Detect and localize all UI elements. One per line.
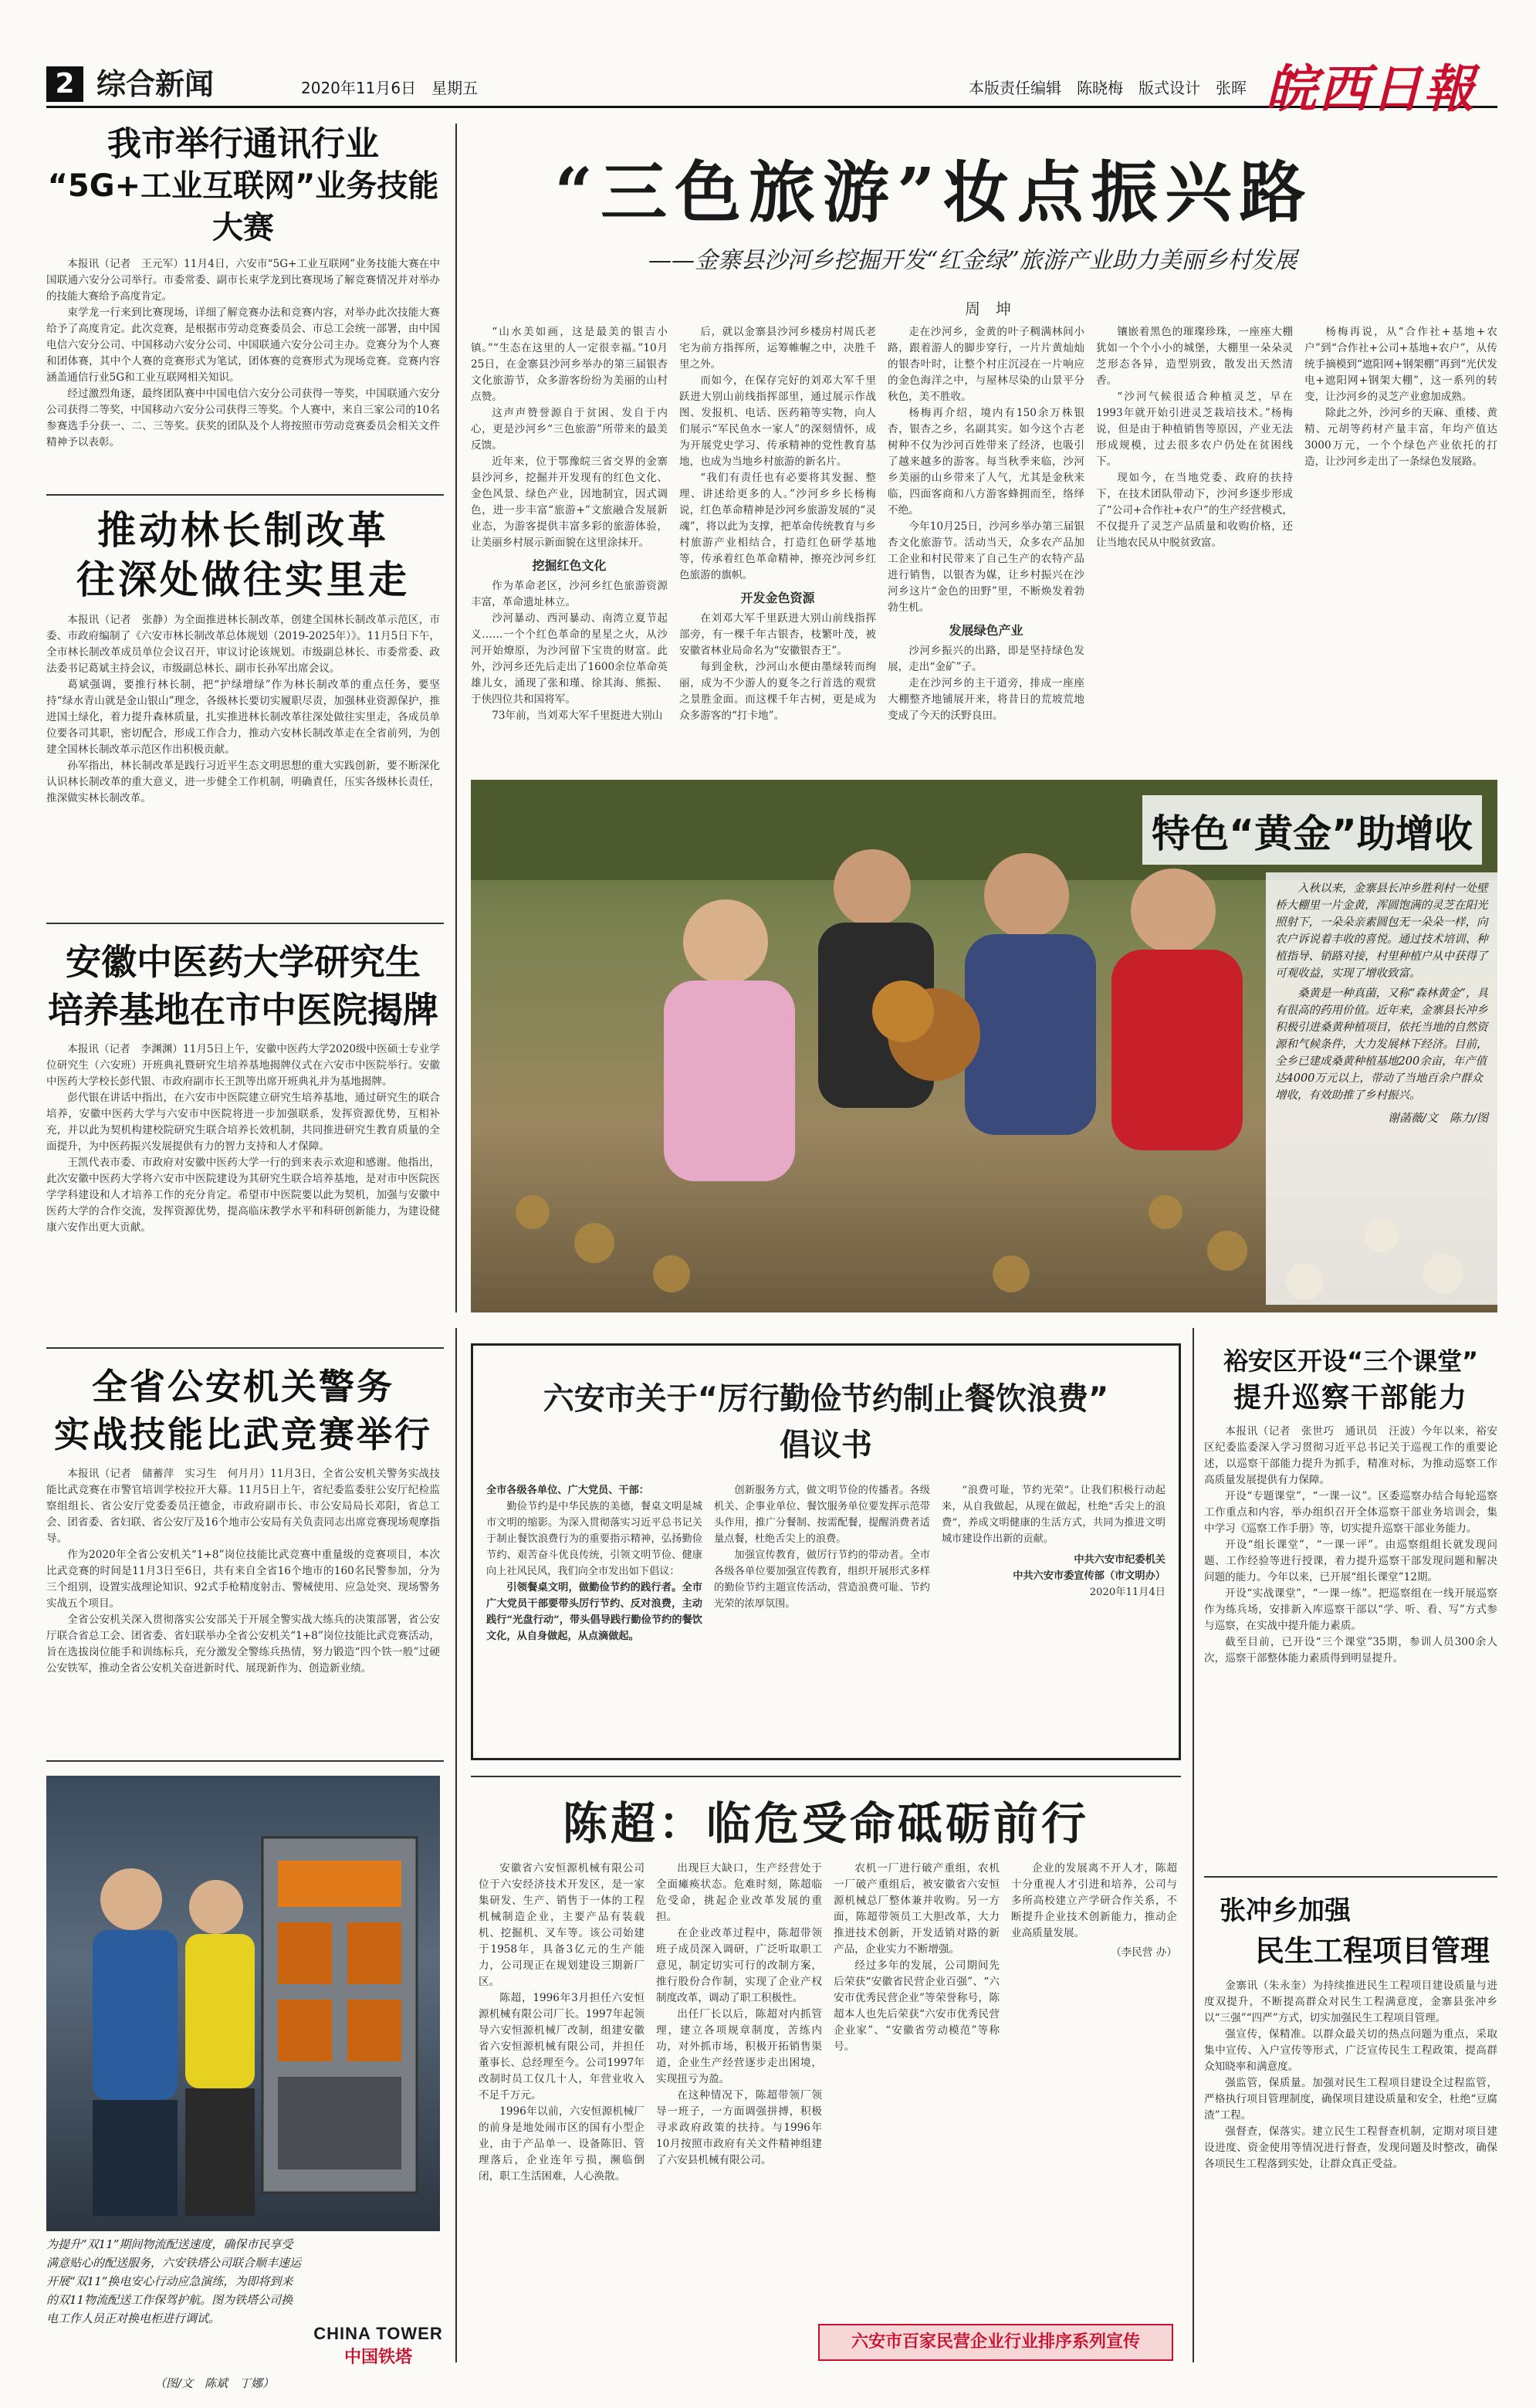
feature-col-3 — [888, 324, 1084, 724]
proposal-date: 2020年11月4日 — [1089, 1587, 1166, 1598]
article-tcm-university — [46, 938, 440, 1236]
paragraph: 本报讯（记者 张静）为全面推进林长制改革，创建全国林长制改革示范区，市委、市政府编制了《六安市林长制改革总体规划（2019-2025年）》。11月5日下午，全市林长制改革成员单位会议召开，审议讨论该规划。市级副总林长、市委常委、政法委书记葛斌主持会议，市级副总林长、副市长孙军出席会议。 — [46, 614, 440, 675]
paragraph: 现如今，在当地党委、政府的扶持下，在技术团队带动下，沙河乡逐步形成了“公司+合作社+农户”的生产经营模式，不仅提升了灵芝产品质量和收购价格，还让当地农民从中脱贫致富。 — [1096, 472, 1293, 549]
paragraph: 这声声赞誉源自于贫困、发自于内心，更是沙河乡“三色旅游”所带来的最美反馈。 — [471, 407, 668, 452]
paragraph: 走在沙河乡，金黄的叶子稠满林间小路，跟着游人的脚步穿行，一片片黄灿灿的银杏叶时，让整个村庄沉浸在一片响应的金色海洋之中，与屋林尽染的山景平分秋色，美不胜收。 — [888, 326, 1084, 403]
article-body — [1204, 1424, 1497, 1667]
logo-cn: 中国铁塔 — [343, 2348, 412, 2367]
article-title: 裕安区开设“三个课堂” — [1223, 1346, 1479, 1376]
section-subhead: 挖掘红色文化 — [532, 558, 607, 573]
article-title: 我市举行通讯行业 — [107, 124, 379, 164]
section-title: 综合新闻 — [96, 67, 215, 101]
paragraph: 出任厂长以后，陈超对内抓管理，建立各项规章制度，苦练内功，对外抓市场，积极开拓销售渠道，企业生产经营逐步走出困境，实现扭亏为盈。 — [656, 2008, 822, 2085]
article-forest-chief — [46, 506, 440, 807]
paragraph: 在这种情况下，陈超带领厂领导一班子，一方面调强拼搏，积极寻求政府政策的扶持。与1996年10月按照市政府有关文件精神组建了六安县机械有限公司。 — [656, 2089, 822, 2166]
proposal-title: 六安市关于“厉行勤俭节约制止餐饮浪费” — [543, 1381, 1109, 1417]
paragraph: “我们有责任也有必要将其发掘、整理、讲述给更多的人。”沙河乡乡长杨梅说，红色革命精神是沙河乡旅游发展的“灵魂”，将以此为支撑，把革命传统教育与乡村旅游产业相结合，打造红色研学基地等，传承着红色革命精神，擦亮沙河乡红色旅游的旗帜。 — [679, 472, 876, 581]
paragraph: 杨梅再说，从“合作社+基地+农户”到“合作社+公司+基地+农户”，从传统手摘模到“遮阳网+钢架棚”再到“光伏发电+遮阳网+钢架大棚”，这一系列的转变，让沙河乡的灵芝产业愈加成熟。 — [1304, 326, 1497, 403]
paragraph: 今年10月25日，沙河乡举办第三届银杏文化旅游节。活动当天，众多农产品加工企业和村民带来了自己生产的农特产品进行销售，以银杏为媒，让乡村振兴在沙河乡这片“金色的田野”里，不断焕发着勃勃生机。 — [888, 520, 1084, 614]
proposal-signer: 中共六安市委宣传部（市文明办） — [1013, 1570, 1166, 1582]
paragraph: 本报讯（记者 储蓄萍 实习生 何月月）11月3日，全省公安机关警务实战技能比武竞赛在市警官培训学校拉开大幕。11月5日上午，省纪委监委驻公安厅纪检监察组组长、省公安厅党委委员汪德金，市政府副市长、市公安局局长邓阳，省总工会、团省委、省妇联、省公安厅及16个地市公安局有关负责同志出席竞赛现场观摩指导。 — [46, 1468, 440, 1545]
photo-illustration — [46, 1776, 440, 2231]
paragraph: 走在沙河乡的主干道旁，排成一座座大棚整齐地铺展开来，将昔日的荒坡荒地变成了今天的沃野良田。 — [888, 677, 1084, 722]
paragraph: 强监管，保质量。加强对民生工程项目建设全过程监管，严格执行项目管理制度，确保项目建设质量和安全，杜绝“豆腐渣”工程。 — [1204, 2077, 1497, 2122]
paragraph: “沙河气候很适合种植灵芝，早在1993年就开始引进灵芝栽培技术。”杨梅说，但是由于种植销售等原因，产业无法形成规模，过去很多农户仍处在贫困线下。 — [1096, 391, 1293, 468]
paragraph: 开设“组长课堂”，“一课一评”。由巡察组组长就发现问题、工作经验等进行授课，着力提升巡察干部发现问题和解决问题的能力。今年以来，已开展“组长课堂”12期。 — [1204, 1539, 1497, 1583]
article-title: 安徽中医药大学研究生 — [66, 941, 421, 983]
article-telecom — [46, 124, 440, 451]
photo-text: 入秋以来，金寨县长冲乡胜利村一处壁桥大棚里一片金黄，浑圆饱满的灵芝在阳光照射下，一朵朵亲素圆包无一朵朵一样，向农户诉说着丰收的喜悦。通过技术培训、种植指导、销路对接，村里种植户从中获得了可观收益，实现了增收致富。 — [1275, 882, 1488, 980]
column-divider — [1193, 1328, 1194, 2362]
paragraph: 企业的发展离不开人才，陈超十分重视人才引进和培养，公司与多所高校建立产学研合作关系，不断提升企业技术创新能力，推动企业高质量发展。 — [1011, 1862, 1177, 1939]
article-body — [46, 612, 440, 807]
feature-col-1 — [471, 324, 668, 724]
paragraph: 引领餐桌文明，做勤俭节约的践行者。全市广大党员干部要带头厉行节约、反对浪费，主动践行“光盘行动”，带头倡导践行勤俭节约的餐饮文化，从自身做起，从点滴做起。 — [486, 1582, 702, 1642]
paragraph: 沙河暴动、西河暴动、南湾立夏节起义……一个个红色革命的星星之火，从沙河开始燎原，为沙河留下宝贵的财富。此外，沙河乡还先后走出了1600余位革命英雄儿女，涌现了张和瑾、徐其海、熊振、于侠四位共和国将军。 — [471, 612, 668, 706]
paragraph: 强宣传，保精准。以群众最关切的热点问题为重点，采取集中宣传、入户宣传等形式，广泛宣传民生工程政策，提高群众知晓率和满意度。 — [1204, 2028, 1497, 2073]
proposal-signer: 中共六安市纪委机关 — [1074, 1554, 1166, 1566]
proposal-title: 倡议书 — [780, 1428, 872, 1463]
article-title: 提升巡察干部能力 — [1233, 1382, 1468, 1414]
article-zhangchong — [1204, 1892, 1497, 2173]
article-body — [46, 256, 440, 451]
article-title: 往深处做往实里走 — [76, 557, 410, 602]
divider — [1204, 1876, 1497, 1878]
photo-credit: 谢菡薇/文 陈力/图 — [1387, 1111, 1488, 1125]
chenchao-col-4 — [1011, 1861, 1177, 1961]
article-police — [46, 1363, 440, 1677]
paragraph: 本报讯（记者 王元军）11月4日，六安市“5G+工业互联网”业务技能大赛在中国联通六安分公司举行。市委常委、副市长束学龙到比赛现场了解竞赛情况并对举办的技能大赛给予高度肯定。 — [46, 258, 440, 303]
divider — [46, 1347, 444, 1349]
section-subhead: 发展绿色产业 — [949, 623, 1023, 638]
series-banner: 六安市百家民营企业行业排序系列宣传 — [818, 2324, 1173, 2361]
paragraph: 陈超，1996年3月担任六安恒源机械有限公司厂长。1997年起领导六安恒源机械厂改制，组建安徽省六安恒源机械有限公司，并担任董事长、总经理至今。公司1997年改制时员工仅几十人，年营业收入不足千万元。 — [479, 1992, 645, 2101]
paragraph: 全省公安机关深入贯彻落实公安部关于开展全警实战大练兵的决策部署，省公安厅联合省总工会、团省委、省妇联举办全省公安机关“1+8”岗位技能比武竞赛活动，旨在选拔岗位能手和训练标兵，充分激发全警练兵热情，努力锻造“四个铁一般”过硬公安铁军，推动全省公安机关奋进新时代、展现新作为、创造新业绩。 — [46, 1614, 440, 1675]
paragraph: 截至目前，已开设“三个课堂”35期，参训人员300余人次，巡察干部整体能力素质得到明显提升。 — [1204, 1636, 1497, 1665]
paragraph: 作为革命老区，沙河乡红色旅游资源丰富，革命遗址林立。 — [471, 580, 668, 608]
proposal-salute: 全市各级各单位、广大党员、干部： — [486, 1485, 649, 1496]
article-title: 实战技能比武竞赛举行 — [54, 1414, 432, 1455]
issue-date: 2020年11月6日 星期五 — [301, 79, 479, 97]
photo-text-panel — [1266, 872, 1497, 1305]
article-title: “5G+工业互联网”业务技能大赛 — [47, 168, 439, 246]
logo-text: CHINA TOWER — [313, 2324, 443, 2343]
article-yuanan — [1204, 1343, 1497, 1667]
divider — [46, 494, 444, 496]
photo-headline: 特色“黄金”助增收 — [1152, 811, 1473, 856]
paragraph: 王凯代表市委、市政府对安徽中医药大学一行的到来表示欢迎和感谢。他指出，此次安徽中医药大学将六安市中医院建设为其研究生联合培养基地，是对市中医院医学学科建设和人才培养工作的充分肯定。希望市中医院要以此为契机，加强与安徽中医药大学的合作交流，发挥资源优势，提高临床教学水平和科研创新能力，为建设健康六安作出更大贡献。 — [46, 1157, 440, 1234]
article-body — [46, 1041, 440, 1236]
paragraph: 而如今，在保存完好的刘邓大军千里跃进大别山前线指挥部里，通过展示作战图、发报机、电话、医药箱等实物，向人们展示“军民鱼水一家人”的深刻情怀，成为开展党史学习、传承精神的党性教育基地，也成为当地乡村旅游的新名片。 — [679, 374, 876, 468]
paragraph: 安徽省六安恒源机械有限公司位于六安经济技术开发区，是一家集研发、生产、销售于一体的工程机械制造企业，主要产品有装载机、挖掘机、叉车等。该公司始建于1958年，具备3亿元的生产能力，公司现正在规划建设三期新厂区。 — [479, 1862, 645, 1988]
masthead: 皖西日報 — [1266, 59, 1476, 119]
article-title: 民生工程项目管理 — [1254, 1934, 1490, 1968]
divider — [46, 923, 444, 924]
paragraph: 出现巨大缺口，生产经营处于全面瘫痪状态。危难时刻，陈超临危受命，挑起企业改革发展的重担。 — [656, 1862, 822, 1923]
feature-title: “三色旅游”妆点振兴路 — [554, 154, 1314, 232]
article-title: 推动林长制改革 — [97, 508, 389, 553]
paragraph: “浪费可耻，节约光荣”。让我们积极行动起来，从自我做起，从现在做起，杜绝“舌尖上的浪费”，养成文明健康的生活方式，共同为推进文明城市建设作出新的贡献。 — [942, 1485, 1166, 1545]
paragraph: 农机一厂进行破产重组，农机一厂破产重组后，被安徽省六安恒源机械总厂整体兼并收购。另一方面，陈超带领员工大胆改革，大力推进技术创新，开发适销对路的新产品，企业实力不断增强。 — [834, 1862, 1000, 1956]
paragraph: 金寨讯（朱永奎）为持续推进民生工程项目建设质量与进度双提升，不断提高群众对民生工程满意度，金寨县张冲乡以“三强”“四严”方式，切实加强民生工程项目管理。 — [1204, 1980, 1497, 2024]
paragraph: 沙河乡振兴的出路，即是坚持绿色发展，走出“金矿”子。 — [888, 645, 1084, 673]
paragraph: 作为2020年全省公安机关“1+8”岗位技能比武竞赛中重量级的竞赛项目，本次比武竞赛的时间是11月3日至6日，共有来自全省16个地市的160名民警参加，分为三个组别，设置实战理论知识、92式手枪精度射击、警械使用、应急处突、现场警务实战五个项目。 — [46, 1549, 440, 1610]
divider — [46, 1760, 444, 1762]
paragraph: 73年前，当刘邓大军千里挺进大别山 — [492, 710, 663, 722]
paragraph: 本报讯（记者 张世巧 通讯员 汪波）今年以来，裕安区纪委监委深入学习贯彻习近平总书记关于巡视工作的重要论述，以巡察干部能力提升为抓手，精准对标，为推动巡察工作高质量发展提供有力保障。 — [1204, 1425, 1497, 1486]
paragraph: 勤俭节约是中华民族的美德，餐桌文明是城市文明的缩影。为深入贯彻落实习近平总书记关于制止餐饮浪费行为的重要指示精神，弘扬勤俭节约、艰苦奋斗优良传统，引领文明节俭、健康向上社风民风，我们向全市发出如下倡议： — [486, 1501, 702, 1577]
article-title: 全省公安机关警务 — [92, 1366, 394, 1407]
proposal-col-2 — [714, 1482, 930, 1612]
paragraph: 在企业改革过程中，陈超带领班子成员深入调研，广泛听取职工意见，制定切实可行的改制方案，推行股份合作制，实现了企业产权制度改革，调动了职工积极性。 — [656, 1927, 822, 2004]
paragraph: 在刘邓大军千里跃进大别山前线指挥部旁，有一棵千年古银杏，枝繁叶茂，被安徽省林业局命名为“安徽银杏王”。 — [679, 612, 876, 657]
article-title: 张冲乡加强 — [1220, 1895, 1351, 1926]
paragraph: 葛斌强调，要推行林长制，把“护绿增绿”作为林长制改革的重点任务，要坚持“绿水青山就是金山银山”理念，各级林长要切实履职尽责，加强林业资源保护，推进国土绿化，着力提升森林质量，扎实推进林长制改革往深处做往实里走，各成员单位要各司其职，密切配合，形成工作合力，推动六安林长制改革走在全省前列，为创建全国林长制改革示范区作出积极贡献。 — [46, 679, 440, 756]
photo-credit: （图/文 陈斌 丁娜） — [154, 2376, 275, 2390]
feature-col-2 — [679, 324, 876, 724]
section-subhead: 开发金色资源 — [740, 591, 815, 605]
proposal-col-3 — [942, 1482, 1166, 1600]
photo-caption: 为提升“双11”期间物流配送速度，确保市民享受满意贴心的配送服务，六安铁塔公司联合顺丰速运开展“双11”换电安心行动应急演练，为即将到来的双11物流配送工作保驾护航。图为铁塔公司换电工作人员正对换电柜进行调试。 — [46, 2237, 302, 2325]
paragraph: 强督查，保落实。建立民生工程督查机制，定期对项目建设进度、资金使用等情况进行督查，发现问题及时整改，确保各项民生工程落到实处，让群众真正受益。 — [1204, 2125, 1497, 2170]
page-number: 2 — [46, 66, 83, 102]
feature-col-5 — [1304, 324, 1497, 470]
logistics-photo — [46, 1776, 440, 2231]
paragraph: 近年来，位于鄂豫皖三省交界的金寨县沙河乡，挖掘并开发现有的红色文化、金色风景、绿色产业，因地制宜，因式调色，进一步丰富“旅游+”文旅融合发展新业态，为游客提供丰富多彩的旅游体验，让美丽乡村展示新面貌在这里涂抹开。 — [471, 456, 668, 549]
proposal-col-1 — [486, 1482, 702, 1644]
paragraph: 本报讯（记者 李渊渊）11月5日上午，安徽中医药大学2020级中医硕士专业学位研究生（六安班）开班典礼暨研究生培养基地揭牌仪式在六安市中医院举行。安徽中医药大学校长彭代银、市政府副市长王凯等出席开班典礼并为基地揭牌。 — [46, 1043, 440, 1088]
paragraph: 加强宣传教育，做厉行节约的带动者。全市各级各单位要加强宣传教育，组织开展形式多样的勤俭节约主题宣传活动，营造浪费可耻、节约光荣的浓厚氛围。 — [714, 1549, 930, 1610]
paragraph: 镶嵌着黑色的璀璨珍珠，一座座大棚犹如一个个小小的城堡，大棚里一朵朵灵芝形态各异，造型别致，散发出天然清香。 — [1096, 326, 1293, 387]
chenchao-col-1 — [479, 1861, 645, 2185]
paragraph: 每到金秋，沙河山水便由墨绿转而绚丽，成为不少游人的夏冬之行首选的观赏之景胜金面。而这棵千年古树，更是成为众多游客的“打卡地”。 — [679, 661, 876, 722]
article-body — [1204, 1978, 1497, 2173]
paragraph: 创新服务方式，做文明节俭的传播者。各级机关、企事业单位、餐饮服务单位要发挥示范带头作用，推广分餐制、按需配餐，提醒消费者适量点餐，杜绝舌尖上的浪费。 — [714, 1485, 930, 1545]
paragraph: 经过激烈角逐，最终团队赛中中国电信六安分公司获得一等奖，中国联通六安分公司获得二等奖，中国移动六安分公司获得三等奖。个人赛中，来自三家公司的10名参赛选手分获一、二、三等奖。获奖的团队及个人将按照市劳动竞赛委员会相关文件精神予以表彰。 — [46, 388, 440, 449]
paragraph: 开设“专题课堂”，“一课一议”。区委巡察办结合每轮巡察工作重点和内容，举办组织召开全体巡察干部业务培训会，集中学习《巡察工作手册》等，切实提升巡察干部业务能力。 — [1204, 1490, 1497, 1535]
paragraph: 孙军指出，林长制改革是践行习近平生态文明思想的重大实践创新，要不断深化认识林长制改革的重大意义，进一步健全工作机制，明确責任，压实各级林长责任，推深做实林长制改革。 — [46, 760, 440, 804]
paragraph: 彭代银在讲话中指出，在六安市中医院建立研究生培养基地，通过研究生的联合培养，安徽中医药大学与六安市中医院将进一步加强联系，发挥资源优势，互相补充，并以此为契机构建校院研究生联合培养长效机制，共同推进研究生教育质量的全面提升，为中医药振兴发展提供有力的智力支持和人才保障。 — [46, 1092, 440, 1153]
feature-col-4 — [1096, 324, 1293, 551]
divider — [471, 1776, 1181, 1777]
chenchao-title: 陈超：临危受命砥砺前行 — [562, 1797, 1089, 1850]
paragraph: 经过多年的发展，公司期间先后荣获“安徽省民营企业百强”、“六安市优秀民营企业”等荣誉称号，陈超本人也先后荣获“六安市优秀民营企业家”、“安徽省劳动模范”等称号。 — [834, 1959, 1000, 2053]
feature-subtitle: ——金寨县沙河乡挖掘开发“红金绿”旅游产业助力美丽乡村发展 — [648, 247, 1297, 274]
editor-line: 本版责任编辑 陈晓梅 版式设计 张晖 — [969, 79, 1247, 97]
chenchao-col-3 — [834, 1861, 1000, 2055]
chenchao-author: （李民营 办） — [1111, 1946, 1177, 1959]
paragraph: 除此之外，沙河乡的天麻、重楼、黄精、元胡等药材产量丰富，年均产值达3000万元，一个个绿色产业依托的打造，让沙河乡走出了一条绿色发展路。 — [1304, 407, 1497, 468]
photo-text: 桑黄是一种真菌，又称“森林黄金”，具有很高的药用价值。近年来，金寨县长冲乡积极引进桑黄种植项目，依托当地的自然资源和气候条件，大力发展林下经济。目前，全乡已建成桑黄种植基地200余亩，年产值达4000万元以上，带动了当地百余户群众增收，有效助推了乡村振兴。 — [1275, 987, 1488, 1102]
feature-byline: 周 坤 — [965, 300, 1011, 318]
article-body — [46, 1466, 440, 1677]
paragraph: 杨梅再介绍，境内有150余万株银杏，银杏之乡，名副其实。如今这个古老树种不仅为沙河百姓带来了经济，也吸引了越来越多的游客。每当秋季来临，沙河乡美丽的山乡带来了人气，尤其是金秋来临，四面客商和八方游客蜂拥而至，络绎不绝。 — [888, 407, 1084, 516]
china-tower-logo — [313, 2324, 444, 2368]
article-title: 培养基地在市中医院揭牌 — [48, 989, 438, 1031]
paragraph: 1996年以前，六安恒源机械厂的前身是地处闹市区的国有小型企业，由于产品单一、设备陈旧、管理落后，企业连年亏损，濒临倒闭，职工生活困难，人心涣散。 — [479, 2105, 645, 2183]
chenchao-col-2 — [656, 1861, 822, 2169]
paragraph: “山水美如画，这是最美的银吉小镇。”“生态在这里的人一定很幸福。”10月25日，在金寨县沙河乡举办的第三届银杏文化旅游节，众多游客纷纷为美丽的山村点赞。 — [471, 326, 668, 403]
column-divider — [455, 1328, 457, 2362]
paragraph: 后，就以金寨县沙河乡楼房村周氏老宅为前方指挥所，运筹帷幄之中，决胜千里之外。 — [679, 326, 876, 371]
paragraph: 开设“实战课堂”，“一课一练”。把巡察组在一线开展巡察作为练兵场，安排新入库巡察干部以“学、听、看、写”方式参与巡察，在实战中提升能力素质。 — [1204, 1587, 1497, 1632]
paragraph: 束学龙一行来到比赛现场，详细了解竞赛办法和竞赛内容，对举办此次技能大赛给予了高度肯定。此次竞赛，是根据市劳动竞赛委员会、市总工会统一部署，由中国电信六安分公司、中国移动六安分公司、中国联通六安分公司主办。竞赛分为个人赛和团体赛，其中个人赛的竞赛形式为笔试，团体赛的竞赛形式为现场竞赛。竞赛内容涵盖通信行业5G和工业互联网相关知识。 — [46, 307, 440, 384]
column-divider — [455, 124, 457, 1312]
